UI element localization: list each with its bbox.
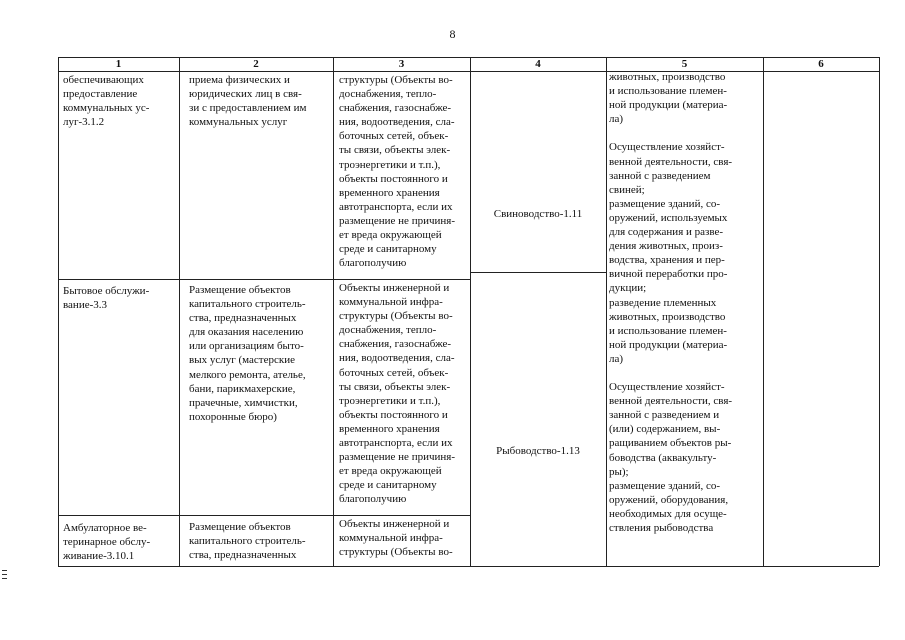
- col4-pig-farming: Свиноводство-1.11: [493, 208, 583, 220]
- col4-fish-farming: Рыбоводство-1.13: [496, 445, 580, 457]
- header-col-1: 1: [115, 58, 122, 70]
- header-col-5: 5: [681, 58, 688, 70]
- row3-col1-cell: Амбулаторное ве- теринарное обслу- живание-3.10.1: [63, 522, 151, 563]
- header-col-6: 6: [818, 58, 824, 70]
- page-number: 8: [449, 27, 456, 41]
- row2-col2-cell: Размещение объектов капитального строитель- ства, предназначенных для оказания населению или организациям быто- вых услуг (мастерские мелкого ремонта, ателье, бани, парикмахерские, прачечные, химчистки, похоронные бюро): [189, 284, 306, 423]
- margin-marks: [2, 570, 7, 582]
- row1-col1-cell: обеспечивающих предоставление коммунальных ус- луг-3.1.2: [63, 74, 150, 129]
- header-col-3: 3: [398, 58, 405, 70]
- header-col-4: 4: [535, 58, 541, 70]
- header-col-2: 2: [253, 58, 259, 70]
- land-use-table: [58, 57, 879, 566]
- row1-col2-cell: приема физических и юридических лиц в свя- зи с предоставлением им коммунальных услуг: [189, 74, 307, 129]
- row2-col3-cell: Объекты инженерной и коммунальной инфра- структуры (Объекты во- доснабжения, тепло- снабжения, газоснабже- ния, водоотведения, сла- боточных сетей, объек- ты связи, объекты элек- троэнергетики и т.п.), объекты постоянного и временного хранения автотранспорта, если их размещение не причиня- ет вреда окружающей среде и санитарному благополучию: [339, 282, 455, 506]
- row1-col3-cell: структуры (Объекты во- доснабжения, тепло- снабжения, газоснабже- ния, водоотведения, сла- боточных сетей, объек- ты связи, объекты элек- троэнергетики и т.п.), объекты постоянного и временного хранения автотранспорта, если их размещение не причиня- ет вреда окружающей среде и санитарному благополучию: [339, 74, 455, 270]
- row2-col1-cell: Бытовое обслужи- вание-3.3: [63, 285, 150, 312]
- row3-col2-cell: Размещение объектов капитального строитель- ства, предназначенных: [189, 521, 306, 562]
- col5-description: животных, производство и использование племен- ной продукции (материа- ла) Осуществление хозяйст- венной деятельности, свя- занной с разведением свиней; размещение зданий, со- оружений, используемых для содержания и разве- дения животных, произ- водства, хранения и пер- вичной переработки про- дукции; разведение племенных животных, производство и использование племен- ной продукции (материа- ла) Осуществление хозяйст- венной деятельности, свя- занной с разведением и (или) содержанием, вы- ращиванием объектов ры- боводства (аквакульту- ры); размещение зданий, со- оружений, оборудования, необходимых для осуще- ствления рыбоводства: [609, 71, 733, 534]
- row3-col3-cell: Объекты инженерной и коммунальной инфра- структуры (Объекты во-: [339, 518, 453, 559]
